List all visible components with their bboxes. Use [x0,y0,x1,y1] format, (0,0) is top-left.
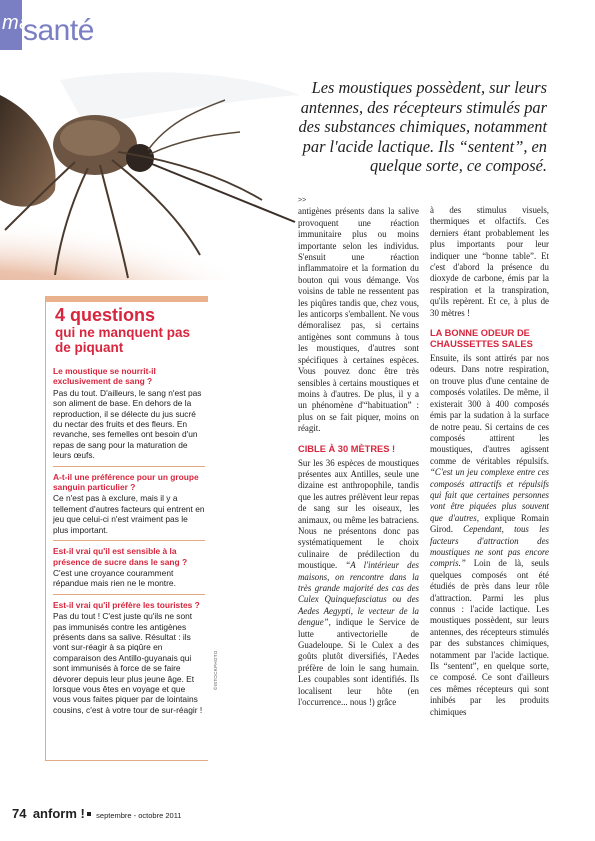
col1-p2-lead: Sur les 36 espèces de moustiques présentes aux Antilles, seule une dizaine est anthropophile, tandis que les autres prélèvent leur repas de sang sur les oiseaux, les animaux, ou même les batraciens. Nous ne présentons donc pas systématiquement le choix culinaire de prédilection du moustique. [298,457,419,571]
sidebar-qa-list [53,366,205,720]
sidebar-title [55,306,215,355]
sidebar-title-line2: qui ne manquent pas [55,325,191,340]
col2-p2-quote2: Cependant, tous les facteurs d'attraction des moustiques ne sont pas encore compris.” [430,524,549,569]
qa-answer: Ce n'est pas à exclure, mais il y a tellement d'autres facteurs qui entrent en jeu que celui-ci n'est vraiment pas le plus important. [53,493,205,535]
qa-question: A-t-il une préférence pour un groupe sanguin particulier ? [53,471,199,493]
col2-paragraph-1: à des stimulus visuels, thermiques et olfactifs. Ces derniers étant probablement les plus importants pour leur indiquer une “bonne table”. Et c'est d'abord la présence du dioxyde de carbone, émis par la respiration et la transpiration, qu'ils repèrent. Et ce, à plus de 30 mètres ! [430,205,549,318]
col1-p2-quote: “A l'intérieur des maisons, on rencontre dans la très grande majorité des cas des Culex Quinquefasciatus ou des Aedes Aegypti, le vecteur de la dengue” [298,560,419,628]
subhead-chaussettes: LA BONNE ODEUR DE CHAUSSETTES SALES [430,328,533,350]
qa-answer: C'est une croyance couramment répandue mais rien ne le montre. [53,567,176,589]
article-column-2 [430,205,549,718]
col2-p2-mid: explique Romain Girod. [430,512,549,535]
qa-answer: Pas du tout. D'ailleurs, le sang n'est pas son aliment de base. En dehors de la reproduction, il se délecte du jus sucré du nectar des fruits et des fleurs. En revanche, ses femelles ont besoin d'un repas de sang pour la maturation de leurs œufs. [53,387,202,461]
col2-p2-quote: “C'est un jeu complexe entre ces composés attractifs et répulsifs qui fait que certaines personnes vont être piquées plus souvent que d'autres, [430,467,549,523]
col2-p2-lead: Ensuite, ils sont attirés par nos odeurs. Dans notre respiration, on trouve plus d'une centaine de composés volatiles. De même, il existerait 300 à 400 composés émis par la sudation à la surface de notre peau. Si certains de ces composés attirent les moustiques, d'autres agissent comme de véritables répulsifs. [430,353,549,466]
qa-question: Est-il vrai qu'il est sensible à la présence de sucre dans le sang ? [53,546,188,567]
col2-p2-tail: Loin de là, seuls quelques composés ont été étudiés de près dans leur rôle d'attraction. Parmi les plus connus : l'acide lactique. Les moustiques possèdent, sur leurs antennes, des récepteurs stimulés par des substances chimiques, notamment par l'acide lactique. Ils “sentent”, en quelque sorte, ce composé. Ce sont d'ailleurs ces mêmes récepteurs qui sont inhibés par les produits chimiques [430,558,549,717]
qa-answer: Pas du tout ! C'est juste qu'ils ne sont pas immunisés contre les antigènes présents dans sa salive. Résultat : ils vont sur-réagir à sa piqûre en comparaison des Antillo-guyanais qui sont immunisés à force de se faire dévorer depuis leur plus jeune âge. Et lorsque vous êtes en voyage et que vous vous faites piquer par de lointains cousins, c'est à votre tour de sur-réagir ! [53,611,203,715]
page-footer [12,806,181,821]
separator-square [87,812,91,816]
qa-item [53,366,205,461]
qa-item [53,466,205,535]
sidebar-title-line3: de piquant [55,340,124,355]
sidebar-box [45,296,208,761]
qa-question: Est-il vrai qu'il préfère les touristes ? [53,599,200,610]
mosquito-photo [0,40,300,280]
col1-paragraph-2 [298,458,419,709]
col1-p2-tail: , indique le Service de lutte antivectorielle de Guadeloupe. Si le Culex a des goûts plutôt diversifiés, l'Aedes préfère de loin le sang humain. Les coupables sont identifiés. Ils localisent leur hôte (en l'occurrence... nous !) grâce [298,617,419,708]
page-number: 74 [12,806,27,821]
rubric-prefix: ma [2,12,31,34]
col2-paragraph-2 [430,353,549,718]
article-column-1 [298,195,419,708]
qa-item [53,540,205,589]
subhead-cible: CIBLE À 30 MÈTRES ! [298,443,396,454]
photo-credit: ©ISTOCKPHOTO [213,650,218,690]
magazine-name: anform ! [32,806,85,821]
intro-quote: Les moustiques possèdent, sur leurs antennes, des récepteurs stimulés par des substances chimiques, notamment par l'acide lactique. Ils “sentent”, en quelque sorte, ce composé. [298,78,547,175]
sidebar-title-line1: 4 questions [55,305,156,325]
issue-date: septembre - octobre 2011 [96,811,182,820]
col1-paragraph-1: antigènes présents dans la salive provoquent une réaction immunitaire plus ou moins importante selon les individus. S'ensuit une réaction inflammatoire et la formation du bouton qui vous démange. Vos voisins de table ne ressentent pas les piqûres tandis que, chez vous, les anticorps s'emballent. Ne vous démoralisez pas, si certains antigènes sont communs à tous les moustiques, d'autres sont spécifiques à certaines espèces. Vous pouvez donc être très sensibles à certains moustiques et moins à d'autres. De plus, il y a un phénomène d'“habituation” : plus on se fait piquer, moins on réagit. [298,206,419,434]
continued-marker: >> [298,197,307,204]
rubric-title: santé [23,14,94,47]
qa-question: Le moustique se nourrit-il exclusivement de sang ? [53,366,156,387]
qa-item [53,594,205,715]
